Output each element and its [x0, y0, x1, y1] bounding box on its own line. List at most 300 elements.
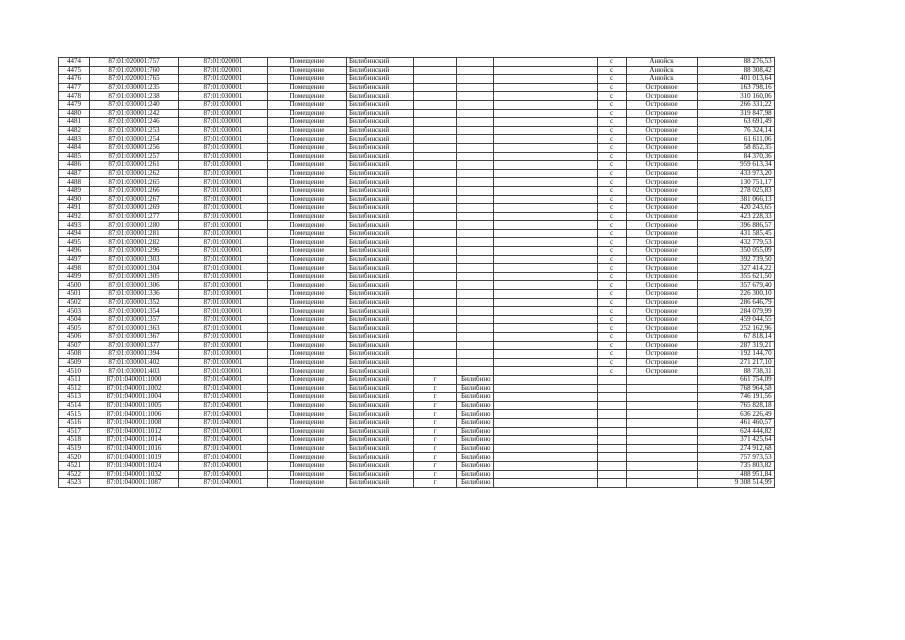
row-number: 4483 [59, 135, 90, 144]
locality-type [457, 247, 494, 256]
row-number: 4476 [59, 75, 90, 84]
locality-type-1 [414, 255, 457, 264]
locality-type [457, 58, 494, 67]
cadastral-value: 284 079,99 [697, 307, 774, 316]
cadastral-value: 274 912,68 [697, 444, 774, 453]
cadastral-number: 87:01:020001:765 [90, 75, 179, 84]
cadastral-number: 87:01:030001:352 [90, 298, 179, 307]
cadastral-number: 87:01:030001:305 [90, 272, 179, 281]
cadastral-value: 381 066,13 [697, 195, 774, 204]
locality-name [493, 453, 597, 462]
object-type: Помещение [268, 66, 347, 75]
settlement-type: с [597, 195, 626, 204]
settlement-name: Островное [626, 281, 697, 290]
district: Билибинский [347, 66, 414, 75]
table-row [59, 272, 775, 281]
cadastral-number: 87:01:040001:1032 [90, 470, 179, 479]
locality-type [457, 66, 494, 75]
table-row [59, 135, 775, 144]
settlement-type: с [597, 66, 626, 75]
settlement-name: Островное [626, 126, 697, 135]
locality-type [457, 212, 494, 221]
district: Билибинский [347, 126, 414, 135]
cadastral-value: 432 779,53 [697, 238, 774, 247]
locality-name [493, 384, 597, 393]
settlement-name: Островное [626, 264, 697, 273]
table-row [59, 358, 775, 367]
settlement-name: Анюйск [626, 58, 697, 67]
cadastral-value: 357 679,40 [697, 281, 774, 290]
cadastral-value: 327 414,22 [697, 264, 774, 273]
locality-type-1 [414, 333, 457, 342]
district: Билибинский [347, 341, 414, 350]
row-number: 4486 [59, 161, 90, 170]
row-number: 4494 [59, 229, 90, 238]
locality-type-1: г [414, 375, 457, 384]
table-row [59, 169, 775, 178]
cadastral-number: 87:01:040001:1004 [90, 393, 179, 402]
locality-name [493, 307, 597, 316]
locality-type-1 [414, 75, 457, 84]
cadastral-number: 87:01:040001:1012 [90, 427, 179, 436]
locality-name [493, 341, 597, 350]
row-number: 4504 [59, 315, 90, 324]
district: Билибинский [347, 384, 414, 393]
cadastral-number: 87:01:030001:402 [90, 358, 179, 367]
settlement-name [626, 401, 697, 410]
settlement-name [626, 453, 697, 462]
locality-type-1 [414, 100, 457, 109]
locality-type-1 [414, 238, 457, 247]
locality-type-1 [414, 109, 457, 118]
cadastral-value: 226 300,10 [697, 290, 774, 299]
settlement-name: Островное [626, 118, 697, 127]
cadastral-value: 355 621,50 [697, 272, 774, 281]
locality-type-1 [414, 229, 457, 238]
object-type: Помещение [268, 470, 347, 479]
locality-name [493, 272, 597, 281]
object-type: Помещение [268, 247, 347, 256]
locality-type-1 [414, 161, 457, 170]
locality-type-1: г [414, 393, 457, 402]
table-row [59, 401, 775, 410]
object-type: Помещение [268, 436, 347, 445]
table-row [59, 315, 775, 324]
row-number: 4479 [59, 100, 90, 109]
cadastral-value: 266 331,22 [697, 100, 774, 109]
settlement-name: Островное [626, 186, 697, 195]
cadastral-number: 87:01:030001:367 [90, 333, 179, 342]
cadastral-quarter: 87:01:020001 [179, 66, 268, 75]
locality-type [457, 229, 494, 238]
locality-name [493, 479, 597, 488]
row-number: 4506 [59, 333, 90, 342]
settlement-name: Островное [626, 143, 697, 152]
locality-type [457, 367, 494, 376]
object-type: Помещение [268, 375, 347, 384]
row-number: 4498 [59, 264, 90, 273]
row-number: 4474 [59, 58, 90, 67]
row-number: 4507 [59, 341, 90, 350]
object-type: Помещение [268, 118, 347, 127]
table-row [59, 350, 775, 359]
settlement-type: с [597, 229, 626, 238]
row-number: 4485 [59, 152, 90, 161]
settlement-name [626, 436, 697, 445]
settlement-name [626, 479, 697, 488]
settlement-name: Островное [626, 100, 697, 109]
locality-name [493, 92, 597, 101]
cadastral-number: 87:01:030001:304 [90, 264, 179, 273]
locality-type [457, 290, 494, 299]
locality-type-1 [414, 341, 457, 350]
object-type: Помещение [268, 461, 347, 470]
cadastral-quarter: 87:01:040001 [179, 427, 268, 436]
cadastral-value: 88 308,42 [697, 66, 774, 75]
district: Билибинский [347, 461, 414, 470]
row-number: 4503 [59, 307, 90, 316]
cadastral-quarter: 87:01:040001 [179, 401, 268, 410]
cadastral-quarter: 87:01:030001 [179, 169, 268, 178]
cadastral-number: 87:01:030001:266 [90, 186, 179, 195]
cadastral-number: 87:01:030001:363 [90, 324, 179, 333]
row-number: 4514 [59, 401, 90, 410]
table-row [59, 118, 775, 127]
cadastral-number: 87:01:020001:760 [90, 66, 179, 75]
table-row [59, 143, 775, 152]
locality-type-1 [414, 143, 457, 152]
district: Билибинский [347, 410, 414, 419]
settlement-name: Островное [626, 324, 697, 333]
locality-type-1 [414, 221, 457, 230]
settlement-name [626, 375, 697, 384]
cadastral-value: 431 585,45 [697, 229, 774, 238]
cadastral-value: 959 613,34 [697, 161, 774, 170]
cadastral-quarter: 87:01:030001 [179, 238, 268, 247]
object-type: Помещение [268, 410, 347, 419]
object-type: Помещение [268, 135, 347, 144]
settlement-name: Островное [626, 83, 697, 92]
object-type: Помещение [268, 204, 347, 213]
settlement-type [597, 384, 626, 393]
settlement-type: с [597, 298, 626, 307]
table-row [59, 92, 775, 101]
cadastral-quarter: 87:01:030001 [179, 221, 268, 230]
settlement-type: с [597, 212, 626, 221]
locality-type [457, 307, 494, 316]
object-type: Помещение [268, 229, 347, 238]
row-number: 4511 [59, 375, 90, 384]
cadastral-number: 87:01:030001:296 [90, 247, 179, 256]
locality-type-1 [414, 118, 457, 127]
locality-type [457, 255, 494, 264]
district: Билибинский [347, 118, 414, 127]
cadastral-value: 433 973,20 [697, 169, 774, 178]
locality-name [493, 66, 597, 75]
locality-name [493, 290, 597, 299]
settlement-type: с [597, 161, 626, 170]
row-number: 4519 [59, 444, 90, 453]
table-row [59, 255, 775, 264]
object-type: Помещение [268, 126, 347, 135]
cadastral-value: 423 228,33 [697, 212, 774, 221]
cadastral-value: 58 852,35 [697, 143, 774, 152]
locality-type-1 [414, 272, 457, 281]
row-number: 4484 [59, 143, 90, 152]
locality-name [493, 238, 597, 247]
object-type: Помещение [268, 298, 347, 307]
object-type: Помещение [268, 367, 347, 376]
district: Билибинский [347, 367, 414, 376]
locality-type-1 [414, 66, 457, 75]
settlement-name: Островное [626, 204, 697, 213]
settlement-name: Островное [626, 195, 697, 204]
locality-type [457, 333, 494, 342]
cadastral-value: 350 055,09 [697, 247, 774, 256]
locality-type: Билибино [457, 453, 494, 462]
object-type: Помещение [268, 255, 347, 264]
cadastral-quarter: 87:01:040001 [179, 393, 268, 402]
locality-type-1: г [414, 453, 457, 462]
locality-type [457, 315, 494, 324]
locality-type: Билибино [457, 479, 494, 488]
locality-name [493, 298, 597, 307]
cadastral-number: 87:01:040001:1006 [90, 410, 179, 419]
district: Билибинский [347, 92, 414, 101]
locality-type-1 [414, 358, 457, 367]
object-type: Помещение [268, 178, 347, 187]
district: Билибинский [347, 290, 414, 299]
locality-name [493, 436, 597, 445]
row-number: 4491 [59, 204, 90, 213]
locality-name [493, 58, 597, 67]
table-row [59, 393, 775, 402]
cadastral-number: 87:01:040001:1016 [90, 444, 179, 453]
cadastral-number: 87:01:030001:281 [90, 229, 179, 238]
cadastral-quarter: 87:01:040001 [179, 418, 268, 427]
settlement-name: Островное [626, 161, 697, 170]
object-type: Помещение [268, 427, 347, 436]
cadastral-number: 87:01:030001:261 [90, 161, 179, 170]
row-number: 4523 [59, 479, 90, 488]
row-number: 4515 [59, 410, 90, 419]
row-number: 4501 [59, 290, 90, 299]
settlement-type: с [597, 178, 626, 187]
cadastral-number: 87:01:030001:306 [90, 281, 179, 290]
row-number: 4502 [59, 298, 90, 307]
locality-type-1 [414, 178, 457, 187]
settlement-type: с [597, 238, 626, 247]
row-number: 4481 [59, 118, 90, 127]
cadastral-number: 87:01:040001:1087 [90, 479, 179, 488]
settlement-name: Островное [626, 238, 697, 247]
locality-type [457, 178, 494, 187]
settlement-type: с [597, 58, 626, 67]
locality-type-1: г [414, 427, 457, 436]
cadastral-number: 87:01:040001:1014 [90, 436, 179, 445]
locality-type: Билибино [457, 461, 494, 470]
settlement-name [626, 410, 697, 419]
cadastral-value: 252 162,96 [697, 324, 774, 333]
cadastral-quarter: 87:01:030001 [179, 204, 268, 213]
cadastral-number: 87:01:040001:1002 [90, 384, 179, 393]
district: Билибинский [347, 178, 414, 187]
cadastral-quarter: 87:01:030001 [179, 152, 268, 161]
object-type: Помещение [268, 152, 347, 161]
row-number: 4505 [59, 324, 90, 333]
cadastral-quarter: 87:01:030001 [179, 367, 268, 376]
cadastral-value: 488 951,84 [697, 470, 774, 479]
settlement-type: с [597, 83, 626, 92]
cadastral-quarter: 87:01:030001 [179, 109, 268, 118]
object-type: Помещение [268, 444, 347, 453]
settlement-type [597, 453, 626, 462]
locality-type-1: г [414, 410, 457, 419]
locality-name [493, 470, 597, 479]
locality-type-1 [414, 367, 457, 376]
locality-name [493, 221, 597, 230]
table-row [59, 66, 775, 75]
cadastral-value: 461 460,57 [697, 418, 774, 427]
locality-type-1: г [414, 444, 457, 453]
cadastral-quarter: 87:01:030001 [179, 264, 268, 273]
table-row [59, 418, 775, 427]
object-type: Помещение [268, 358, 347, 367]
settlement-name: Островное [626, 341, 697, 350]
cadastral-number: 87:01:030001:277 [90, 212, 179, 221]
locality-type [457, 152, 494, 161]
row-number: 4497 [59, 255, 90, 264]
object-type: Помещение [268, 195, 347, 204]
locality-type [457, 298, 494, 307]
cadastral-number: 87:01:040001:1005 [90, 401, 179, 410]
settlement-name: Островное [626, 212, 697, 221]
cadastral-quarter: 87:01:020001 [179, 75, 268, 84]
settlement-name [626, 427, 697, 436]
cadastral-number: 87:01:030001:265 [90, 178, 179, 187]
settlement-name: Островное [626, 290, 697, 299]
table-row [59, 444, 775, 453]
table-row [59, 410, 775, 419]
locality-type-1: г [414, 384, 457, 393]
district: Билибинский [347, 161, 414, 170]
locality-type-1 [414, 58, 457, 67]
district: Билибинский [347, 169, 414, 178]
object-type: Помещение [268, 221, 347, 230]
table-row [59, 195, 775, 204]
object-type: Помещение [268, 290, 347, 299]
locality-type [457, 135, 494, 144]
settlement-name: Островное [626, 92, 697, 101]
object-type: Помещение [268, 350, 347, 359]
cadastral-quarter: 87:01:030001 [179, 350, 268, 359]
row-number: 4499 [59, 272, 90, 281]
locality-type [457, 100, 494, 109]
district: Билибинский [347, 453, 414, 462]
cadastral-value: 278 025,83 [697, 186, 774, 195]
cadastral-number: 87:01:030001:262 [90, 169, 179, 178]
table-row [59, 375, 775, 384]
locality-type [457, 186, 494, 195]
locality-type-1 [414, 83, 457, 92]
locality-type [457, 126, 494, 135]
locality-name [493, 229, 597, 238]
district: Билибинский [347, 375, 414, 384]
cadastral-number: 87:01:030001:357 [90, 315, 179, 324]
object-type: Помещение [268, 393, 347, 402]
row-number: 4496 [59, 247, 90, 256]
table-row [59, 427, 775, 436]
locality-name [493, 161, 597, 170]
table-row [59, 461, 775, 470]
locality-name [493, 204, 597, 213]
cadastral-value: 310 160,06 [697, 92, 774, 101]
cadastral-value: 88 738,31 [697, 367, 774, 376]
settlement-type: с [597, 255, 626, 264]
settlement-type: с [597, 169, 626, 178]
table-body [59, 58, 775, 488]
locality-name [493, 358, 597, 367]
cadastral-value: 396 886,57 [697, 221, 774, 230]
row-number: 4493 [59, 221, 90, 230]
cadastral-number: 87:01:030001:235 [90, 83, 179, 92]
locality-type-1: г [414, 479, 457, 488]
locality-type-1: г [414, 470, 457, 479]
cadastral-number: 87:01:030001:256 [90, 143, 179, 152]
row-number: 4495 [59, 238, 90, 247]
locality-type-1 [414, 212, 457, 221]
object-type: Помещение [268, 161, 347, 170]
district: Билибинский [347, 427, 414, 436]
cadastral-value: 401 013,64 [697, 75, 774, 84]
district: Билибинский [347, 470, 414, 479]
table-row [59, 298, 775, 307]
settlement-type: с [597, 204, 626, 213]
locality-name [493, 247, 597, 256]
locality-name [493, 83, 597, 92]
settlement-type [597, 444, 626, 453]
locality-type: Билибино [457, 393, 494, 402]
locality-type: Билибино [457, 401, 494, 410]
cadastral-value: 63 691,49 [697, 118, 774, 127]
cadastral-number: 87:01:030001:238 [90, 92, 179, 101]
locality-type-1 [414, 92, 457, 101]
settlement-name: Островное [626, 135, 697, 144]
settlement-name: Островное [626, 367, 697, 376]
settlement-type: с [597, 341, 626, 350]
cadastral-number: 87:01:030001:280 [90, 221, 179, 230]
locality-type-1 [414, 298, 457, 307]
table-row [59, 161, 775, 170]
settlement-name: Островное [626, 221, 697, 230]
table-row [59, 341, 775, 350]
cadastral-value: 84 370,36 [697, 152, 774, 161]
cadastral-number: 87:01:030001:303 [90, 255, 179, 264]
row-number: 4488 [59, 178, 90, 187]
locality-type-1 [414, 135, 457, 144]
cadastral-value: 76 324,14 [697, 126, 774, 135]
district: Билибинский [347, 358, 414, 367]
locality-type-1 [414, 247, 457, 256]
table-row [59, 229, 775, 238]
settlement-type: с [597, 247, 626, 256]
cadastral-quarter: 87:01:030001 [179, 298, 268, 307]
district: Билибинский [347, 444, 414, 453]
table-row [59, 186, 775, 195]
table-row [59, 384, 775, 393]
cadastral-quarter: 87:01:030001 [179, 92, 268, 101]
cadastral-quarter: 87:01:030001 [179, 307, 268, 316]
